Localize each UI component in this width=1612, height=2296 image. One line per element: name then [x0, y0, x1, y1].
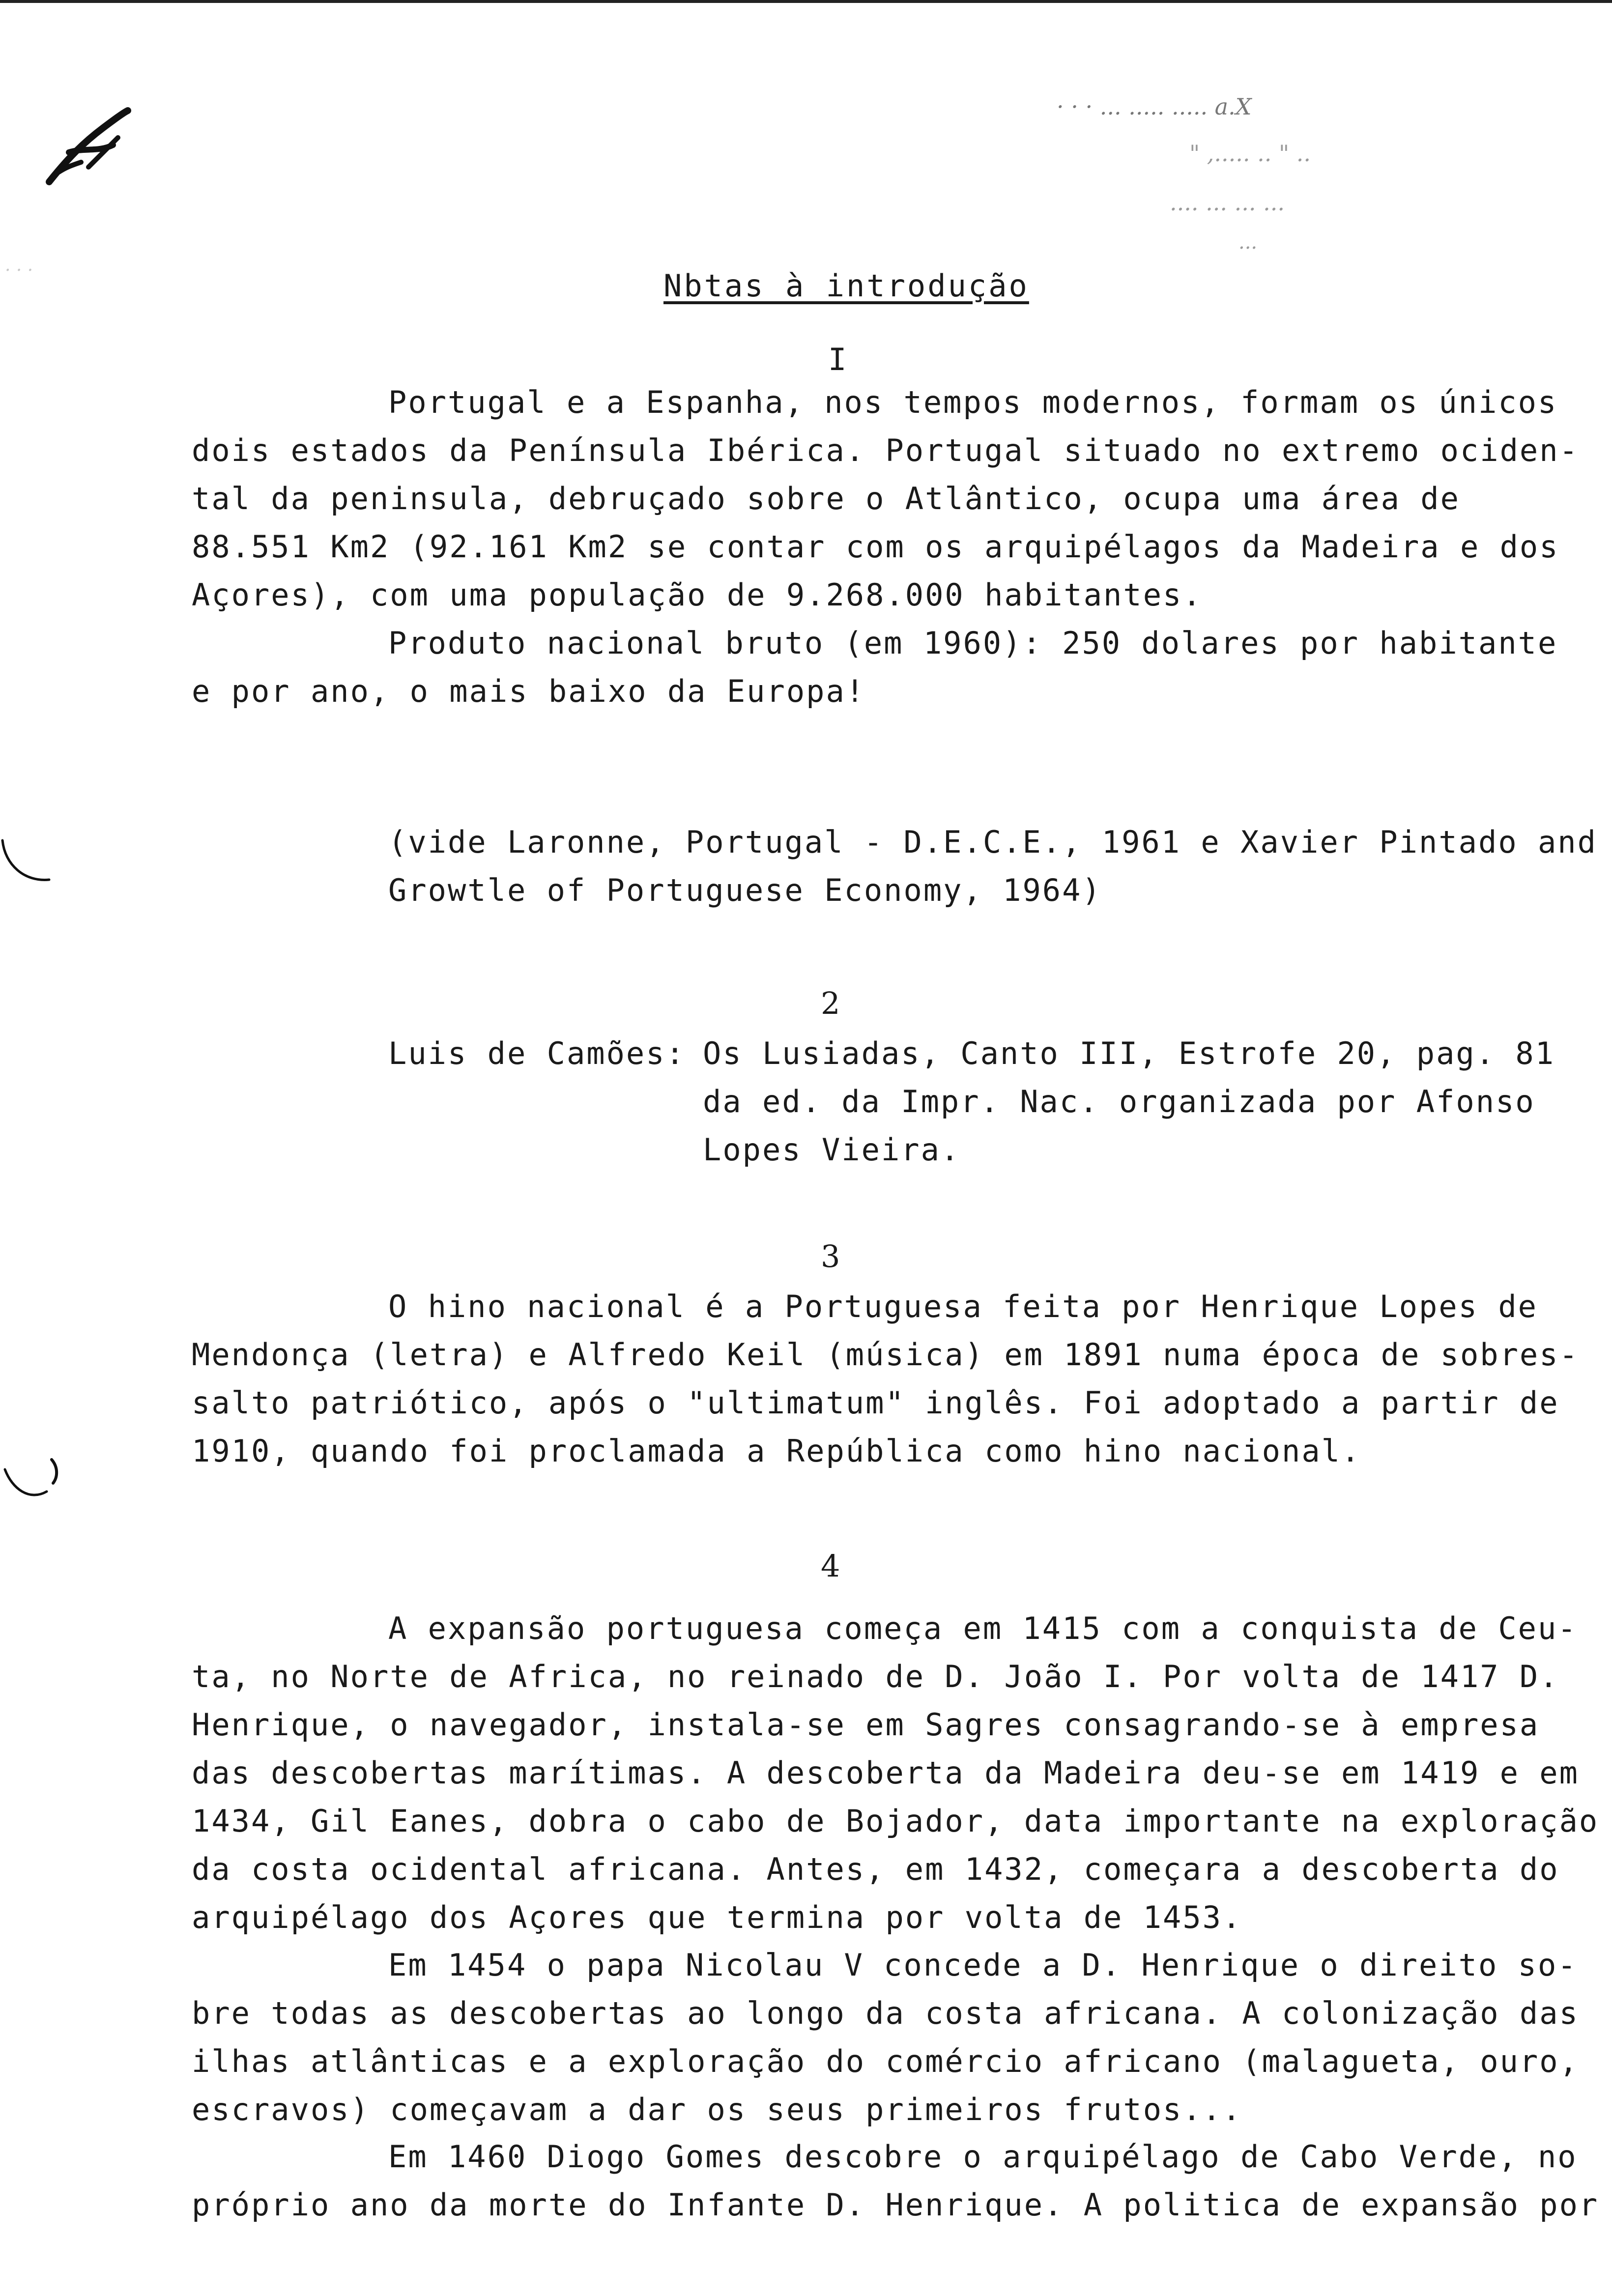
text-line: da costa ocidental africana. Antes, em 1432, começara a descoberta do — [192, 1851, 1559, 1887]
note-number: 2 — [821, 985, 840, 1021]
note-number: 4 — [821, 1548, 840, 1584]
note-number: I — [828, 342, 847, 377]
text-line: salto patriótico, após o "ultimatum" inglês. Foi adoptado a partir de — [192, 1385, 1559, 1421]
page-title: Nbtas à introdução — [663, 268, 1029, 304]
text-line: bre todas as descobertas ao longo da costa africana. A colonização das — [192, 1995, 1579, 2031]
note-3-paragraph — [192, 1283, 1592, 1475]
text-line: tal da peninsula, debruçado sobre o Atlântico, ocupa uma área de — [192, 481, 1460, 517]
text-line: e por ano, o mais baixo da Europa! — [192, 673, 866, 709]
reference-line: (vide Laronne, Portugal - D.E.C.E., 1961 e Xavier Pintado and — [388, 824, 1597, 860]
text-line: ilhas atlânticas e a exploração do comércio africano (malagueta, ouro, — [192, 2043, 1579, 2079]
note-1-paragraph-2 — [192, 619, 1592, 716]
note-2-citation-label: Luis de Camões: — [388, 1035, 686, 1071]
note-4-paragraph-1 — [192, 1605, 1599, 1942]
text-line: 1910, quando foi proclamada a República como hino nacional. — [192, 1433, 1361, 1469]
text-line: Portugal e a Espanha, nos tempos modernos, formam os únicos — [388, 384, 1558, 420]
marginalia-line: " ,..... .. " .. — [1189, 140, 1311, 167]
text-line: Henrique, o navegador, instala-se em Sagres consagrando-se à empresa — [192, 1707, 1540, 1743]
note-1-paragraph-1 — [192, 378, 1592, 619]
note-number: 3 — [821, 1238, 840, 1274]
note-2-citation — [703, 1030, 1578, 1174]
text-line: 1434, Gil Eanes, dobra o cabo de Bojador, data importante na exploração — [192, 1803, 1599, 1839]
left-margin-faint-mark: · · · — [5, 260, 33, 281]
note-1-reference — [388, 818, 1612, 915]
note-4-paragraph-2 — [192, 1941, 1592, 2134]
text-line: Mendonça (letra) e Alfredo Keil (música) em 1891 numa época de sobres- — [192, 1337, 1579, 1373]
text-line: dois estados da Península Ibérica. Portugal situado no extremo ociden- — [192, 432, 1579, 468]
note-4-paragraph-3 — [192, 2133, 1599, 2229]
margin-bracket-mark-icon — [0, 1455, 69, 1509]
citation-line: da ed. da Impr. Nac. organizada por Afonso — [703, 1084, 1535, 1119]
reference-line: Growtle of Portuguese Economy, 1964) — [388, 872, 1102, 908]
text-line: arquipélago dos Açores que termina por volta de 1453. — [192, 1899, 1242, 1935]
text-line: Açores), com uma população de 9.268.000 habitantes. — [192, 577, 1203, 613]
text-line: das descobertas marítimas. A descoberta da Madeira deu-se em 1419 e em — [192, 1755, 1579, 1791]
text-line: ta, no Norte de Africa, no reinado de D. João I. Por volta de 1417 D. — [192, 1659, 1559, 1694]
text-line: Em 1460 Diogo Gomes descobre o arquipélago de Cabo Verde, no — [388, 2139, 1578, 2175]
citation-line: Lopes Vieira. — [703, 1132, 961, 1168]
margin-curve-mark-icon — [0, 835, 54, 894]
marginalia-line: .... ... ... ... — [1170, 189, 1285, 216]
text-line: A expansão portuguesa começa em 1415 com a conquista de Ceu- — [388, 1610, 1578, 1646]
text-line: próprio ano da morte do Infante D. Henrique. A politica de expansão por — [192, 2187, 1599, 2223]
text-line: 88.551 Km2 (92.161 Km2 se contar com os arquipélagos da Madeira e dos — [192, 529, 1559, 565]
marginalia-line: ... — [1238, 231, 1258, 254]
text-line: escravos) começavam a dar os seus primeiros frutos... — [192, 2092, 1242, 2127]
text-line: Produto nacional bruto (em 1960): 250 dolares por habitante — [388, 625, 1558, 661]
text-line: O hino nacional é a Portuguesa feita por Henrique Lopes de — [388, 1289, 1538, 1324]
top-border-line — [0, 0, 1612, 3]
text-line: Em 1454 o papa Nicolau V concede a D. Henrique o direito so- — [388, 1947, 1578, 1983]
citation-line: Os Lusiadas, Canto III, Estrofe 20, pag. 81 — [703, 1035, 1555, 1071]
handwritten-mark-icon — [39, 98, 138, 197]
marginalia-line: · · · ... ..... ..... a.X — [1057, 93, 1252, 120]
